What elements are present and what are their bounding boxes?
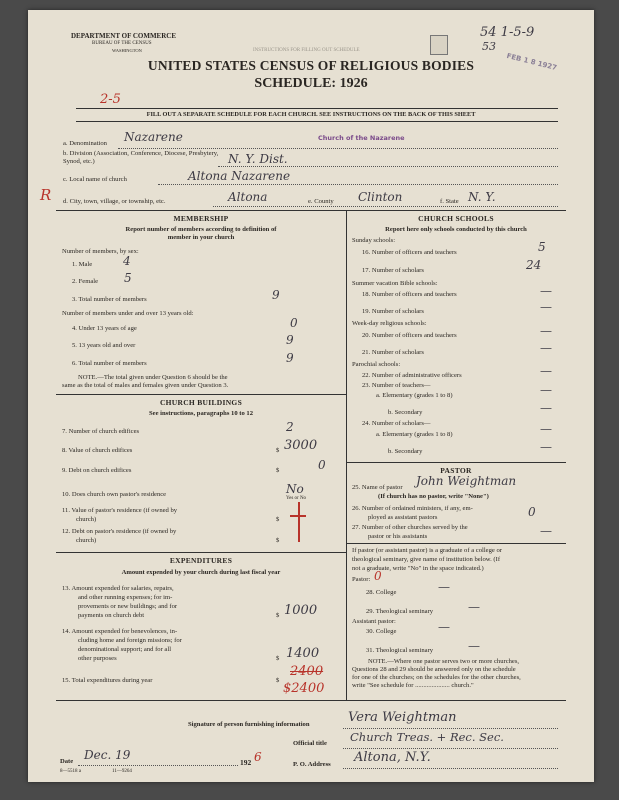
weekday-schools-label: Week-day religious schools: bbox=[352, 320, 427, 327]
form-subtitle: SCHEDULE: 1926 bbox=[254, 76, 368, 91]
q10-value[interactable]: No bbox=[286, 482, 304, 496]
q29-value[interactable]: — bbox=[468, 600, 480, 614]
q31-label: 31. Theological seminary bbox=[366, 647, 434, 654]
instruction-banner: FILL OUT A SEPARATE SCHEDULE FOR EACH CHURCH. SEE INSTRUCTIONS ON THE BACK OF THIS SHEET bbox=[146, 111, 476, 118]
q18-label: 18. Number of officers and teachers bbox=[362, 291, 457, 298]
q8-value[interactable]: 3000 bbox=[284, 438, 318, 453]
q13-label-2: and other running expenses; for im- bbox=[78, 594, 173, 601]
q10-label: 10. Does church own pastor's residence bbox=[62, 491, 167, 498]
denomination-value[interactable]: Nazarene bbox=[124, 130, 183, 144]
q14-value[interactable]: 1400 bbox=[286, 646, 320, 661]
date-value[interactable]: Dec. 19 bbox=[84, 748, 131, 762]
q13-dollar: $ bbox=[276, 612, 280, 619]
city-field-value[interactable]: Altona bbox=[228, 190, 268, 204]
q14-label-2: cluding home and foreign missions; for bbox=[78, 637, 182, 644]
q27-value[interactable]: — bbox=[540, 524, 552, 538]
summer-schools-label: Summer vacation Bible schools: bbox=[352, 280, 438, 287]
q21-label: 21. Number of scholars bbox=[362, 349, 424, 356]
pastor-note-4: write "See schedule for ..................... church." bbox=[352, 682, 474, 689]
q28-value[interactable]: — bbox=[438, 580, 450, 594]
education-note-3: not a graduate, write "No" in the space indicated.) bbox=[352, 565, 484, 572]
q7-label: 7. Number of church edifices bbox=[62, 428, 140, 435]
q6-value[interactable]: 9 bbox=[286, 351, 294, 365]
q12-dollar: $ bbox=[276, 537, 280, 544]
q14-label-4: other purposes bbox=[78, 655, 117, 662]
q13-label-4: payments on church debt bbox=[78, 612, 145, 619]
q23b-label: b. Secondary bbox=[388, 409, 423, 416]
q29-label: 29. Theological seminary bbox=[366, 608, 434, 615]
q24b-value[interactable]: — bbox=[540, 440, 552, 454]
census-schedule-sheet bbox=[28, 10, 594, 782]
buildings-heading: CHURCH BUILDINGS bbox=[159, 398, 243, 407]
q13-label-1: 13. Amount expended for salaries, repairs, bbox=[62, 585, 174, 592]
division-value[interactable]: N. Y. Dist. bbox=[228, 152, 288, 166]
q11-label-1: 11. Value of pastor's residence (if owned by bbox=[62, 507, 178, 514]
q23b-value[interactable]: — bbox=[540, 401, 552, 415]
q12-label-2: church) bbox=[76, 537, 97, 544]
q24b-label: b. Secondary bbox=[388, 448, 423, 455]
q21-value[interactable]: — bbox=[540, 341, 552, 355]
assistant-pastor-label: Assistant pastor: bbox=[352, 618, 396, 625]
q7-value[interactable]: 2 bbox=[286, 420, 294, 434]
q26-value[interactable]: 0 bbox=[528, 505, 536, 519]
q16-value[interactable]: 5 bbox=[538, 240, 546, 254]
q15-dollar: $ bbox=[276, 677, 280, 684]
q30-value[interactable]: — bbox=[438, 620, 450, 634]
q19-value[interactable]: — bbox=[540, 300, 552, 314]
q20-value[interactable]: — bbox=[540, 324, 552, 338]
division-label: b. Division (Association, Conference, Diocese, Presbytery, Synod, etc.) bbox=[63, 150, 219, 165]
q14-label-1: 14. Amount expended for benevolences, in- bbox=[62, 628, 178, 635]
q27-label-2: pastor or his assistants bbox=[368, 533, 428, 540]
q9-value[interactable]: 0 bbox=[318, 458, 326, 472]
local-name-value[interactable]: Altona Nazarene bbox=[188, 169, 291, 183]
q27-label-1: 27. Number of other churches served by the bbox=[352, 524, 468, 531]
q26-label-1: 26. Number of ordained ministers, if any, em- bbox=[352, 505, 473, 512]
q22-value[interactable]: — bbox=[540, 364, 552, 378]
q25-label: 25. Name of pastor bbox=[352, 484, 403, 491]
expenditures-sub: Amount expended by your church during last fiscal year bbox=[121, 569, 281, 576]
date-label: Date bbox=[60, 758, 74, 765]
q13-label-3: provements or new buildings; and for bbox=[78, 603, 178, 610]
q22-label: 22. Number of administrative officers bbox=[362, 372, 462, 379]
q23-label: 23. Number of teachers— bbox=[362, 382, 431, 389]
members-by-sex-label: Number of members, by sex: bbox=[62, 248, 139, 255]
q8-label: 8. Value of church edifices bbox=[62, 447, 133, 454]
signature-value[interactable]: Vera Weightman bbox=[348, 710, 457, 725]
q24a-label: a. Elementary (grades 1 to 8) bbox=[376, 431, 453, 438]
q13-value[interactable]: 1000 bbox=[284, 603, 318, 618]
q11-dollar: $ bbox=[276, 516, 280, 523]
members-by-age-label: Number of members under and over 13 years old: bbox=[62, 310, 194, 317]
q3-label: 3. Total number of members bbox=[72, 296, 147, 303]
membership-intro-2: member in your church bbox=[167, 234, 235, 241]
form-number: 8—5518 a bbox=[60, 769, 81, 774]
q9-label: 9. Debt on church edifices bbox=[62, 467, 132, 474]
q5-value[interactable]: 9 bbox=[286, 333, 294, 347]
q24a-value[interactable]: — bbox=[540, 422, 552, 436]
parochial-schools-label: Parochial schools: bbox=[352, 361, 401, 368]
q11-label-2: church) bbox=[76, 516, 97, 523]
year-label: 192 bbox=[240, 758, 252, 767]
q18-value[interactable]: — bbox=[540, 284, 552, 298]
sunday-schools-label: Sunday schools: bbox=[352, 237, 396, 244]
q4-label: 4. Under 13 years of age bbox=[72, 325, 137, 332]
state-label: f. State bbox=[440, 198, 459, 205]
received-date-stamp: FEB 1 8 1927 bbox=[505, 51, 558, 73]
expenditures-heading: EXPENDITURES bbox=[169, 556, 233, 565]
q12-label-1: 12. Debt on pastor's residence (if owned by bbox=[62, 528, 177, 535]
q25-note: (If church has no pastor, write "None") bbox=[378, 493, 489, 500]
q15-value-struck: 2400 bbox=[290, 664, 324, 679]
form-title: UNITED STATES CENSUS OF RELIGIOUS BODIES bbox=[147, 58, 475, 73]
county-value[interactable]: Clinton bbox=[358, 190, 403, 204]
department-label: DEPARTMENT OF COMMERCE bbox=[71, 32, 177, 40]
q14-label-3: denominational support; and for all bbox=[78, 646, 172, 653]
q4-value[interactable]: 0 bbox=[290, 316, 298, 330]
red-strike-mark bbox=[298, 502, 300, 542]
q28-label: 28. College bbox=[366, 589, 397, 596]
membership-note-1: NOTE.—The total given under Question 6 should be the bbox=[78, 374, 228, 381]
pastor-note-3: for one of the churches; on the schedules for the other churches, bbox=[352, 674, 521, 681]
q2-label: 2. Female bbox=[72, 278, 99, 285]
yes-no-hint: Yes or No bbox=[286, 496, 307, 501]
membership-heading: MEMBERSHIP bbox=[173, 214, 229, 223]
denomination-stamp: Church of the Nazarene bbox=[318, 134, 405, 142]
q23a-label: a. Elementary (grades 1 to 8) bbox=[376, 392, 453, 399]
year-digit[interactable]: 6 bbox=[254, 750, 262, 764]
q30-label: 30. College bbox=[366, 628, 397, 635]
q15-label: 15. Total expenditures during year bbox=[62, 677, 153, 684]
paper-clip-icon bbox=[430, 35, 448, 55]
q6-label: 6. Total number of members bbox=[72, 360, 147, 367]
membership-intro-1: Report number of members according to definition of bbox=[125, 226, 277, 233]
pastor-heading: PASTOR bbox=[440, 466, 472, 475]
buildings-sub: See instructions, paragraphs 10 to 12 bbox=[148, 410, 254, 417]
q26-label-2: ployed as assistant pastors bbox=[368, 514, 438, 521]
q23a-value[interactable]: — bbox=[540, 383, 552, 397]
q17-label: 17. Number of scholars bbox=[362, 267, 424, 274]
file-number: 54 1-5-9 bbox=[480, 25, 535, 40]
q17-value[interactable]: 24 bbox=[526, 258, 542, 272]
education-note-1: If pastor (or assistant pastor) is a graduate of a college or bbox=[352, 547, 502, 554]
pastor-note-1: NOTE.—Where one pastor serves two or more churches, bbox=[368, 658, 520, 665]
q5-label: 5. 13 years old and over bbox=[72, 342, 136, 349]
q15-value[interactable]: $2400 bbox=[283, 681, 325, 696]
q3-value[interactable]: 9 bbox=[272, 288, 280, 302]
q9-dollar: $ bbox=[276, 467, 280, 474]
schools-sub: Report here only schools conducted by this church bbox=[385, 226, 527, 233]
po-address-label: P. O. Address bbox=[293, 761, 331, 768]
county-label: e. County bbox=[308, 198, 334, 205]
q24-label: 24. Number of scholars— bbox=[362, 420, 431, 427]
q16-label: 16. Number of officers and teachers bbox=[362, 249, 457, 256]
local-name-label: c. Local name of church bbox=[63, 176, 127, 183]
official-title-label: Official title bbox=[293, 740, 327, 747]
pastor-note-2: Questions 28 and 29 should be answered only on the schedule bbox=[352, 666, 516, 673]
q2-value[interactable]: 5 bbox=[124, 271, 132, 285]
bleed-through-text: INSTRUCTIONS FOR FILLING OUT SCHEDULE bbox=[253, 48, 360, 53]
stamp-number: 53 bbox=[482, 40, 496, 53]
q1-label: 1. Male bbox=[72, 261, 93, 268]
pastor-education-label: Pastor: bbox=[352, 576, 371, 583]
q14-dollar: $ bbox=[276, 655, 280, 662]
signature-label: Signature of person furnishing information bbox=[188, 721, 310, 728]
q1-value[interactable]: 4 bbox=[123, 254, 131, 268]
education-note-2: theological seminary, give name of institution below. (If bbox=[352, 556, 501, 563]
bureau-label: BUREAU OF THE CENSUS bbox=[92, 41, 152, 46]
q31-value[interactable]: — bbox=[468, 639, 480, 653]
official-title-value[interactable]: Church Treas. + Rec. Sec. bbox=[350, 730, 504, 744]
q19-label: 19. Number of scholars bbox=[362, 308, 424, 315]
print-number: 11—9264 bbox=[112, 769, 132, 774]
q8-dollar: $ bbox=[276, 447, 280, 454]
pastor-education-value[interactable]: 0 bbox=[374, 569, 382, 583]
denomination-label: a. Denomination bbox=[63, 140, 107, 147]
margin-mark: R bbox=[40, 186, 52, 204]
schools-heading: CHURCH SCHOOLS bbox=[418, 214, 494, 223]
q20-label: 20. Number of officers and teachers bbox=[362, 332, 457, 339]
q25-value[interactable]: John Weightman bbox=[416, 474, 517, 488]
po-address-value[interactable]: Altona, N.Y. bbox=[354, 750, 431, 765]
state-value[interactable]: N. Y. bbox=[468, 190, 496, 204]
city-label: WASHINGTON bbox=[112, 48, 142, 53]
handwritten-code: 2-5 bbox=[100, 92, 121, 107]
membership-note-2: same as the total of males and females given under Question 3. bbox=[62, 382, 229, 389]
city-field-label: d. City, town, village, or township, etc. bbox=[63, 198, 166, 205]
